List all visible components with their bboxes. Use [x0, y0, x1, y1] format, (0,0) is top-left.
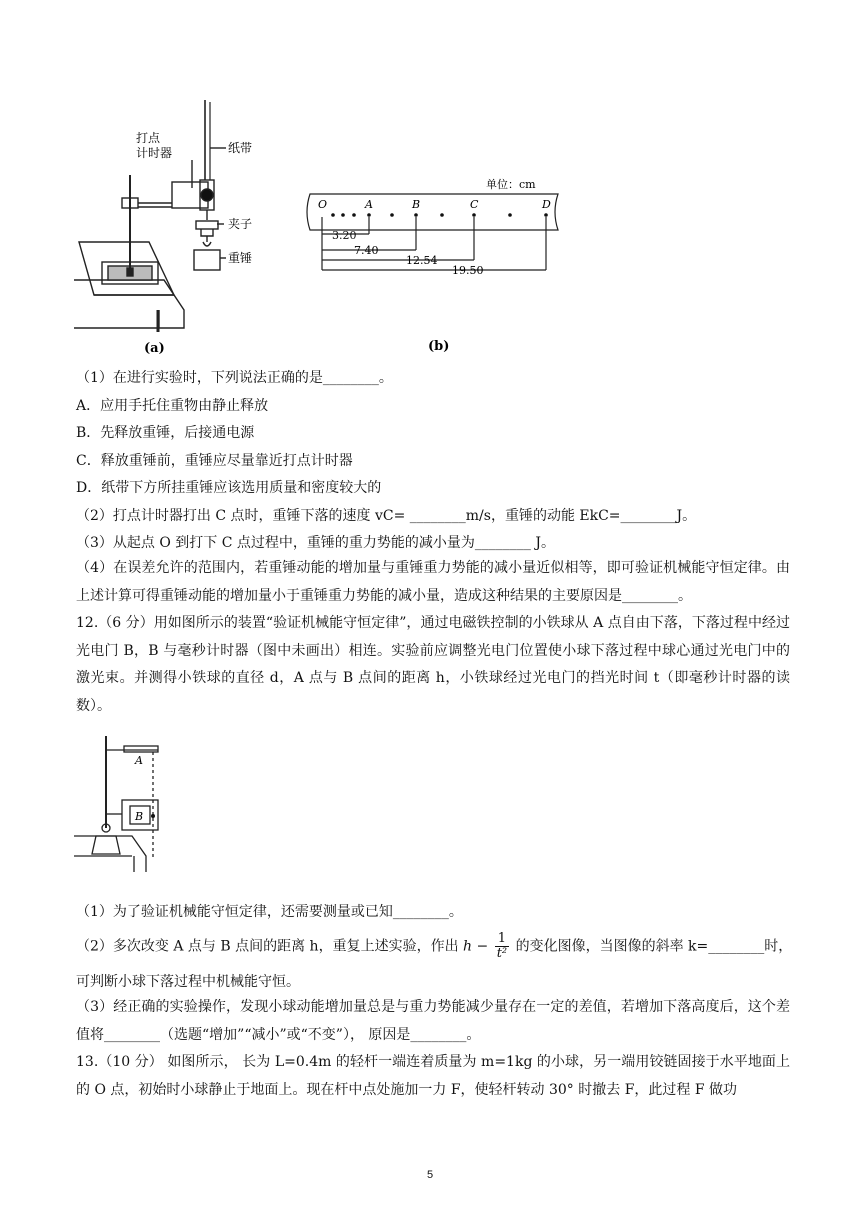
q11-option-c: C．释放重锤前，重锤应尽量靠近打点计时器 [76, 453, 353, 469]
q12-part1: （1）为了验证机械能守恒定律，还需要测量或已知________。 [76, 904, 463, 920]
q11-part1: （1）在进行实验时，下列说法正确的是________。 [76, 370, 393, 386]
label-zhongchui: 重锤 [228, 251, 253, 265]
q12-fraction-den: t² [496, 946, 508, 961]
q12-part2-after: 的变化图像，当图像的斜率 k=________时， [515, 938, 793, 955]
q12-part2-h: h − [463, 938, 489, 955]
dist-OA: 3.20 [332, 229, 357, 242]
q12-label-A: A [135, 754, 143, 767]
figure-a-apparatus [74, 100, 294, 358]
q12-intro: 12.（6 分）用如图所示的装置“验证机械能守恒定律”，通过电磁铁控制的小铁球从 A 点自由下落，下落过程中经过光电门 B，B 与毫秒计时器（图中未画出）相连。实验前应调整光电门位置使小球下落过程中球心通过光电门中的激光束。并测得小铁球的直径 d，A 点与 B 点间的距离 h，小铁球经过光电门的挡光时间 t（即毫秒计时器的读数）。 [76, 615, 790, 714]
label-jishi: 计时器 [136, 146, 173, 160]
point-O: O [318, 198, 328, 211]
q11-option-a: A．应用手托住重物由静止释放 [76, 398, 269, 414]
tape-unit: 单位：cm [486, 178, 536, 191]
figure-q12-apparatus [74, 732, 174, 872]
figure-b-tape [296, 172, 566, 356]
q13-text: 13.（10 分） 如图所示， 长为 L=0.4m 的轻杆一端连着质量为 m=1kg 的小球，另一端用铰链固接于水平地面上的 O 点，初始时小球静止于地面上。现在杆中点处施加一力 F，使轻杆转动 30° 时撤去 F，此过程 F 做功 [76, 1054, 790, 1098]
q11-option-d: D．纸带下方所挂重锤应该选用质量和密度较大的 [76, 480, 382, 496]
caption-b: (b) [428, 339, 450, 354]
point-C: C [470, 198, 479, 211]
caption-a: (a) [144, 341, 165, 356]
q12-part2 [76, 932, 792, 961]
q11-part2: （2）打点计时器打出 C 点时，重锤下落的速度 vC= ________m/s，重锤的动能 EkC=________J。 [76, 508, 697, 524]
point-A: A [365, 198, 373, 211]
label-zhidai: 纸带 [228, 141, 253, 155]
q12-fraction [495, 932, 509, 961]
page-number: 5 [426, 1169, 434, 1181]
q11-part4: （4）在误差允许的范围内，若重锤动能的增加量与重锤重力势能的减小量近似相等，即可验证机械能守恒定律。由上述计算可得重锤动能的增加量小于重锤重力势能的减小量，造成这种结果的主要原因是________。 [76, 560, 790, 604]
q11-option-b: B．先释放重锤，后接通电源 [76, 425, 255, 441]
dist-OC: 12.54 [406, 254, 438, 267]
point-B: B [412, 198, 421, 211]
label-dadian: 打点 [136, 131, 161, 145]
q12-fraction-num: 1 [495, 932, 509, 947]
q12-part2-line2: 可判断小球下落过程中机械能守恒。 [76, 974, 300, 990]
q12-part2-before: （2）多次改变 A 点与 B 点间的距离 h，重复上述实验，作出 [76, 938, 459, 955]
point-D: D [542, 198, 551, 211]
q11-part3: （3）从起点 O 到打下 C 点过程中，重锤的重力势能的减小量为________ J。 [76, 535, 555, 551]
dist-OD: 19.50 [452, 264, 484, 277]
q12-part3: （3）经正确的实验操作，发现小球动能增加量总是与重力势能减少量存在一定的差值，若增加下落高度后，这个差值将________（选题“增加”“减小”或“不变”）， 原因是________。 [76, 999, 790, 1043]
q12-label-B: B [135, 810, 144, 823]
label-jiazi: 夹子 [228, 217, 253, 231]
dist-OB: 7.40 [354, 244, 379, 257]
